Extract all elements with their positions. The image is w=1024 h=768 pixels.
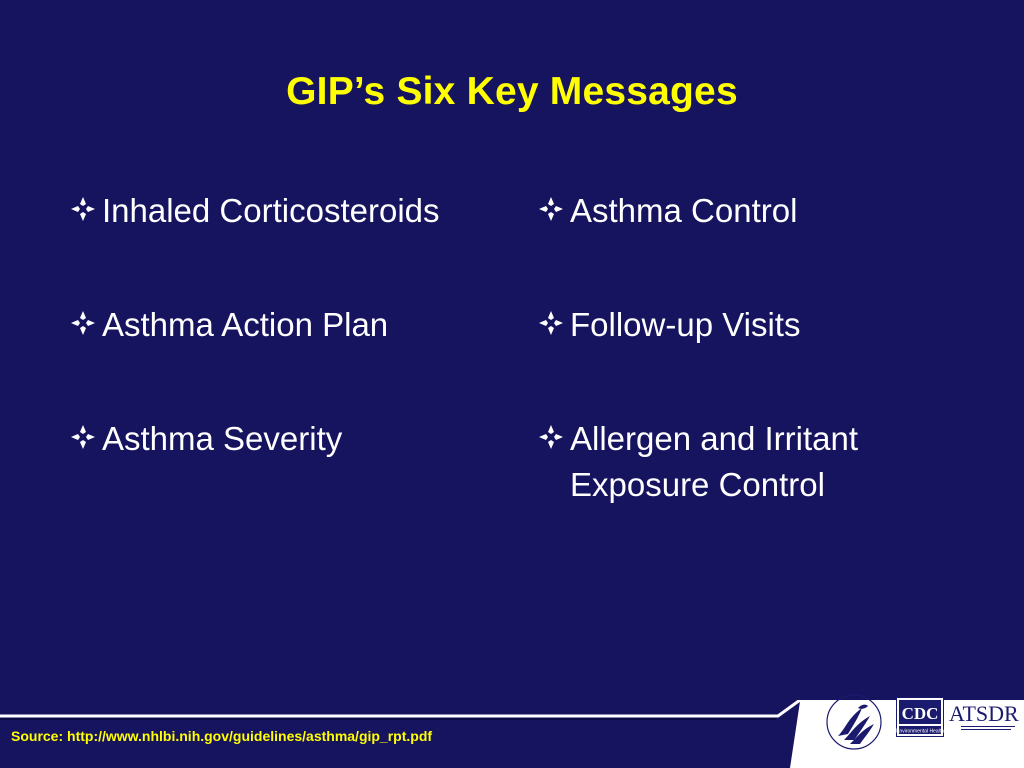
hhs-seal-icon <box>818 678 890 758</box>
bullet-text: Asthma Action Plan <box>102 306 389 343</box>
bullet-item <box>532 302 952 348</box>
diamond-bullet-icon <box>532 416 570 462</box>
slide-title: GIP’s Six Key Messages <box>286 70 738 113</box>
right-bullet-list <box>532 188 952 576</box>
atsdr-logo-icon <box>947 697 1019 737</box>
left-bullet-list <box>64 188 484 530</box>
bullet-text: Asthma Severity <box>102 420 343 457</box>
bullet-text: Asthma Control <box>570 192 798 229</box>
diamond-bullet-icon <box>64 302 102 348</box>
bullet-text: Inhaled Corticosteroids <box>102 192 440 229</box>
diamond-bullet-icon <box>532 188 570 234</box>
cdc-logo-subtext: Environmental Health <box>896 728 944 735</box>
bullet-item <box>532 416 952 508</box>
bullet-item <box>64 188 484 234</box>
diamond-bullet-icon <box>532 302 570 348</box>
bullet-item <box>64 302 484 348</box>
bullet-text: Follow-up Visits <box>570 306 801 343</box>
bullet-text: Allergen and Irritant Exposure Control <box>570 420 858 503</box>
bullet-item <box>532 188 952 234</box>
cdc-logo-text: CDC <box>901 704 939 723</box>
bullet-item <box>64 416 484 462</box>
atsdr-logo-text: ATSDR <box>949 701 1019 726</box>
source-citation: Source: http://www.nhlbi.nih.gov/guidelines/asthma/gip_rpt.pdf <box>11 728 433 744</box>
cdc-logo-icon <box>896 697 944 737</box>
diamond-bullet-icon <box>64 188 102 234</box>
diamond-bullet-icon <box>64 416 102 462</box>
